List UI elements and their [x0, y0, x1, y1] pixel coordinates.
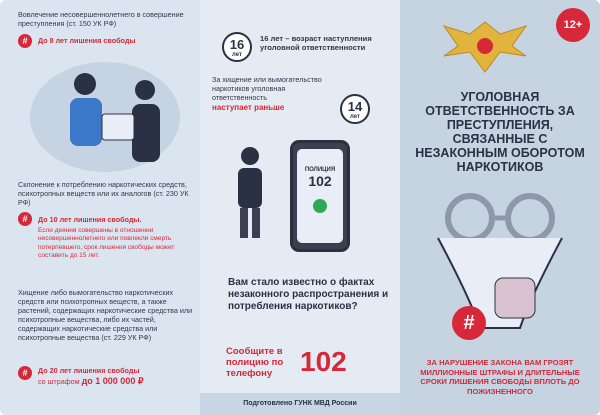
- block2-penalty: До 10 лет лишения свободы.: [38, 215, 142, 224]
- phone-screen: [297, 149, 343, 243]
- block1-penalty: До 8 лет лишения свободы: [38, 36, 136, 45]
- emblem-icon: [440, 16, 530, 76]
- hashtag-big-icon: #: [452, 306, 486, 340]
- people-illustration: [40, 64, 180, 172]
- hashtag-icon: #: [18, 34, 32, 48]
- hashtag-icon: #: [18, 212, 32, 226]
- hashtag-icon: #: [18, 366, 32, 380]
- warning-text: ЗА НАРУШЕНИЕ ЗАКОНА ВАМ ГРОЗЯТ МИЛЛИОННЫЕ ШТРАФЫ И ДЛИТЕЛЬНЫЕ СРОКИ ЛИШЕНИЯ СВОБОДЫ ВПЛОТЬ ДО ПОЖИЗНЕННОГО: [420, 358, 580, 396]
- report-number: 102: [300, 346, 347, 377]
- block3-fine: [38, 377, 198, 386]
- block3-text: Хищение либо вымогательство наркотических средств или психотропных веществ, а также растений, содержащих наркотические средства или психотропные вещества, либо их частей, содержащих наркотические средства или психотропные вещества (ст. 229 УК РФ): [18, 288, 193, 342]
- theft-text: За хищение или вымогательство наркотиков уголовная ответственность: [212, 75, 322, 102]
- block2-text: Склонение к потреблению наркотических средств, психотропных веществ или их аналогов (ст. 230 УК РФ): [18, 180, 189, 207]
- fine-amount: до 1 000 000 ₽: [81, 376, 144, 386]
- footer: Подготовлено ГУНК МВД России: [200, 393, 400, 415]
- report-text: Сообщите в полицию по телефону: [226, 346, 284, 379]
- block2-note: Если деяния совершены в отношении несовершеннолетнего или повлекли смерть потерпевшего, срок лишения свободы может составить до 15 лет.: [38, 227, 175, 259]
- age14-badge: 14 лет: [340, 94, 370, 124]
- call-icon: [313, 199, 327, 213]
- question-text: Вам стало известно о фактах незаконного распространения и потребления наркотиков?: [228, 277, 389, 312]
- person-illustration: [222, 142, 277, 242]
- main-title: УГОЛОВНАЯ ОТВЕТСТВЕННОСТЬ ЗА ПРЕСТУПЛЕНИЯ, СВЯЗАННЫЕ С НЕЗАКОННЫМ ОБОРОТОМ НАРКОТИКОВ: [415, 90, 585, 174]
- fine-prefix: со штрафом: [38, 377, 80, 386]
- phone: [290, 140, 350, 252]
- age16-badge: 16 лет: [222, 32, 252, 62]
- age16-text: 16 лет – возраст наступления уголовной ответственности: [260, 34, 372, 52]
- phone-title: ПОЛИЦИЯ: [304, 167, 336, 173]
- handcuffs-illustration: [410, 178, 590, 338]
- age-rating-badge: 12+: [556, 8, 590, 42]
- phone-number: 102: [308, 173, 332, 189]
- theft-red-text: наступает раньше: [212, 103, 285, 112]
- block3-penalty: До 20 лет лишения свободы: [38, 366, 140, 375]
- block1-text: Вовлечение несовершеннолетнего в совершение преступления (ст. 150 УК РФ): [18, 10, 184, 28]
